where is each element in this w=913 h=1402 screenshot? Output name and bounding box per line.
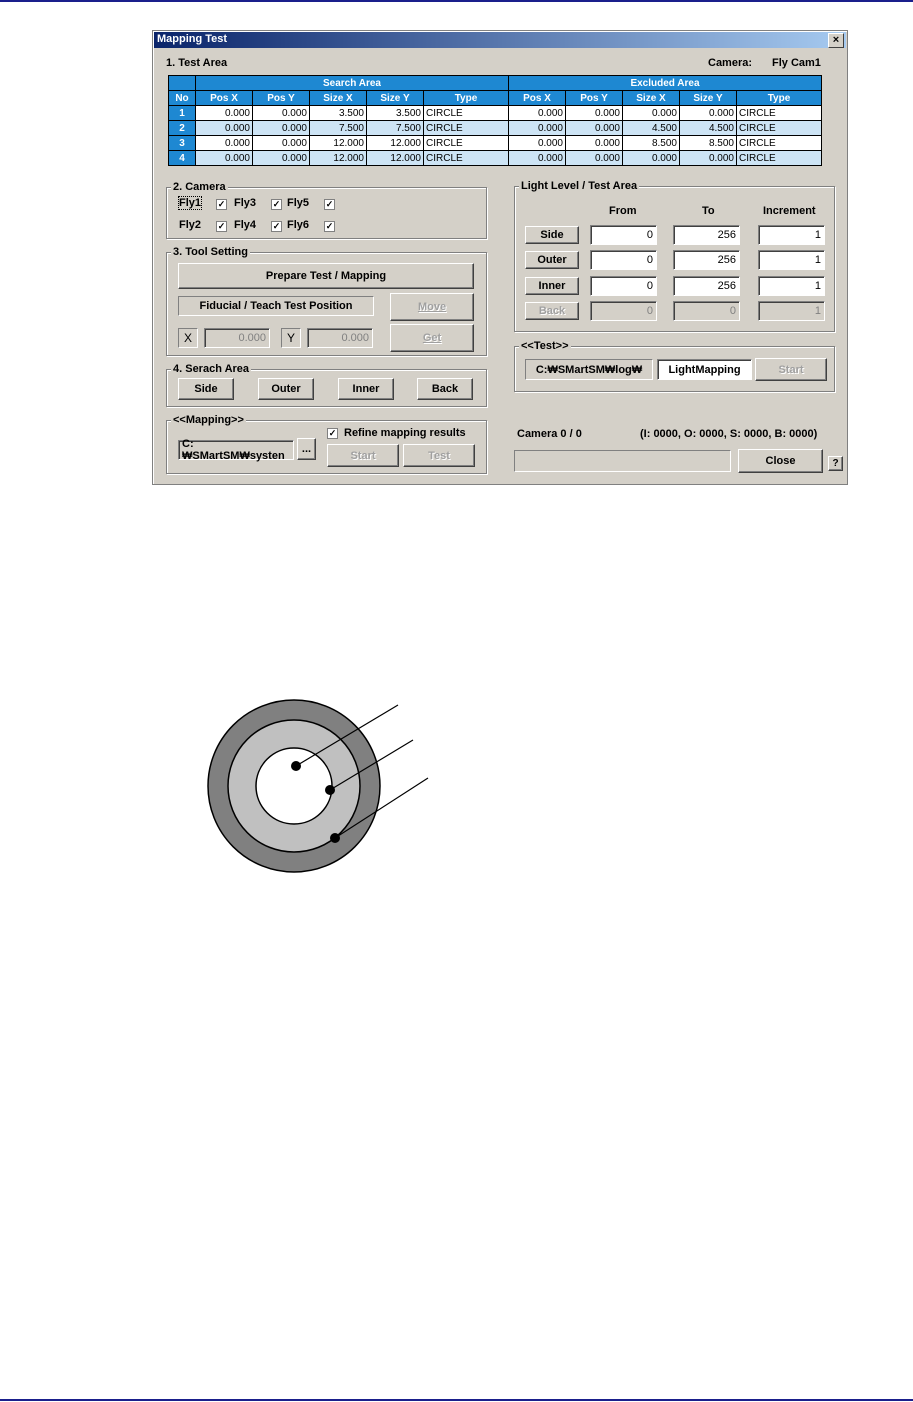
table-cell[interactable]: 0.000: [509, 136, 566, 151]
table-cell[interactable]: 0.000: [196, 106, 253, 121]
column-header: Type: [737, 91, 822, 106]
column-header: Pos X: [509, 91, 566, 106]
table-cell[interactable]: 8.500: [680, 136, 737, 151]
table-cell[interactable]: 0.000: [253, 106, 310, 121]
test-area-title: 1. Test Area: [166, 57, 228, 69]
y-position-field[interactable]: 0.000: [307, 328, 373, 348]
table-cell[interactable]: 3.500: [310, 106, 367, 121]
camera-fly1-label: Fly1: [179, 197, 202, 209]
table-cell[interactable]: CIRCLE: [737, 106, 822, 121]
camera-fly6-label: Fly6: [287, 219, 310, 231]
camera-value: Fly Cam1: [772, 57, 821, 69]
column-header: Size Y: [367, 91, 424, 106]
table-cell[interactable]: 0.000: [566, 151, 623, 166]
x-label: X: [178, 328, 198, 348]
camera-fly2-label: Fly2: [179, 219, 202, 231]
table-cell[interactable]: CIRCLE: [424, 151, 509, 166]
table-cell[interactable]: 0.000: [566, 106, 623, 121]
row-number: 1: [169, 106, 196, 121]
table-cell[interactable]: CIRCLE: [424, 106, 509, 121]
table-cell[interactable]: 3.500: [367, 106, 424, 121]
get-button[interactable]: Get: [390, 324, 474, 352]
light-side-inc-field[interactable]: 1: [758, 225, 825, 245]
search-back-button[interactable]: Back: [417, 378, 473, 400]
light-values-readout: (I: 0000, O: 0000, S: 0000, B: 0000): [640, 428, 818, 440]
camera-fly4-label: Fly4: [234, 219, 257, 231]
light-inner-inc-field[interactable]: 1: [758, 276, 825, 296]
column-header: Pos Y: [566, 91, 623, 106]
mapping-test-button[interactable]: Test: [403, 444, 475, 467]
refine-check-icon: ✓: [328, 428, 337, 438]
table-cell[interactable]: CIRCLE: [737, 121, 822, 136]
inner-circle: [256, 748, 332, 824]
table-cell[interactable]: CIRCLE: [424, 121, 509, 136]
check-icon: ✓: [217, 221, 226, 231]
inner-marker-dot: [291, 761, 301, 771]
table-cell[interactable]: 7.500: [367, 121, 424, 136]
light-back-from-field[interactable]: 0: [590, 301, 657, 321]
table-cell[interactable]: 0.000: [566, 121, 623, 136]
light-back-inc-field[interactable]: 1: [758, 301, 825, 321]
table-cell[interactable]: 12.000: [310, 151, 367, 166]
table-cell[interactable]: 0.000: [196, 136, 253, 151]
column-header: Size Y: [680, 91, 737, 106]
column-header: No: [169, 91, 196, 106]
table-cell[interactable]: 0.000: [509, 121, 566, 136]
help-icon[interactable]: ?: [828, 456, 843, 471]
test-path-label: C:₩SMartSM₩log₩: [525, 359, 653, 380]
camera-fly5-label: Fly5: [287, 197, 310, 209]
test-start-button[interactable]: Start: [755, 358, 827, 381]
table-cell[interactable]: CIRCLE: [737, 136, 822, 151]
table-cell[interactable]: 12.000: [310, 136, 367, 151]
test-title: <<Test>>: [521, 340, 569, 352]
move-button[interactable]: Move: [390, 293, 474, 321]
search-area-title: 4. Serach Area: [173, 363, 250, 375]
camera-label: Camera:: [708, 57, 753, 69]
table-cell[interactable]: 12.000: [367, 136, 424, 151]
tool-setting-title: 3. Tool Setting: [173, 246, 248, 258]
camera-fly3-label: Fly3: [234, 197, 257, 209]
row-number: 3: [169, 136, 196, 151]
light-side-button[interactable]: Side: [525, 226, 579, 244]
camera-counter: Camera 0 / 0: [517, 428, 582, 440]
table-cell[interactable]: 0.000: [680, 151, 737, 166]
camera-group-title: 2. Camera: [173, 181, 226, 193]
column-header: Pos X: [196, 91, 253, 106]
x-position-field[interactable]: 0.000: [204, 328, 270, 348]
column-header: Size X: [623, 91, 680, 106]
test-name-field[interactable]: LightMapping: [657, 359, 752, 380]
table-cell[interactable]: 7.500: [310, 121, 367, 136]
row-number: 4: [169, 151, 196, 166]
light-inner-from-field[interactable]: 0: [590, 276, 657, 296]
y-label: Y: [281, 328, 301, 348]
table-cell[interactable]: 0.000: [509, 151, 566, 166]
table-cell[interactable]: 0.000: [253, 151, 310, 166]
light-inner-button[interactable]: Inner: [525, 277, 579, 295]
table-cell[interactable]: 0.000: [566, 136, 623, 151]
mapping-title: <<Mapping>>: [173, 414, 244, 426]
table-cell[interactable]: 0.000: [196, 121, 253, 136]
table-cell[interactable]: CIRCLE: [737, 151, 822, 166]
col-to-label: To: [702, 205, 715, 217]
column-header: Type: [424, 91, 509, 106]
search-outer-button[interactable]: Outer: [258, 378, 314, 400]
excluded-area-header: Excluded Area: [509, 76, 822, 91]
light-inner-to-field[interactable]: 256: [673, 276, 740, 296]
outer-marker-dot: [330, 833, 340, 843]
table-cell[interactable]: 0.000: [623, 151, 680, 166]
table-cell[interactable]: 0.000: [253, 121, 310, 136]
light-outer-button[interactable]: Outer: [525, 251, 579, 269]
table-cell[interactable]: 4.500: [623, 121, 680, 136]
check-icon: ✓: [272, 221, 281, 231]
browse-button[interactable]: ...: [297, 438, 316, 460]
light-side-from-field[interactable]: 0: [590, 225, 657, 245]
row-number: 2: [169, 121, 196, 136]
table-cell[interactable]: 0.000: [623, 106, 680, 121]
light-back-button[interactable]: Back: [525, 302, 579, 320]
col-from-label: From: [609, 205, 637, 217]
middle-marker-dot: [325, 785, 335, 795]
column-header: Pos Y: [253, 91, 310, 106]
light-level-title: Light Level / Test Area: [521, 180, 638, 192]
search-area-header: Search Area: [196, 76, 509, 91]
table-cell[interactable]: 4.500: [680, 121, 737, 136]
col-increment-label: Increment: [763, 205, 816, 217]
mapping-start-button[interactable]: Start: [327, 444, 399, 467]
table-cell[interactable]: 12.000: [367, 151, 424, 166]
fiducial-teach-label: Fiducial / Teach Test Position: [178, 296, 374, 316]
mapping-path-field[interactable]: C:₩SMartSM₩systen: [178, 440, 294, 460]
refine-label: Refine mapping results: [344, 427, 466, 439]
search-inner-button[interactable]: Inner: [338, 378, 394, 400]
table-cell[interactable]: 0.000: [196, 151, 253, 166]
light-outer-to-field[interactable]: 256: [673, 250, 740, 270]
table-cell[interactable]: 0.000: [509, 106, 566, 121]
table-cell[interactable]: 0.000: [680, 106, 737, 121]
table-cell[interactable]: 8.500: [623, 136, 680, 151]
search-side-button[interactable]: Side: [178, 378, 234, 400]
light-back-to-field[interactable]: 0: [673, 301, 740, 321]
page-bottom-rule: [0, 1399, 913, 1401]
table-cell[interactable]: 0.000: [253, 136, 310, 151]
check-icon: ✓: [325, 199, 334, 209]
light-side-to-field[interactable]: 256: [673, 225, 740, 245]
prepare-test-button[interactable]: Prepare Test / Mapping: [178, 263, 474, 289]
column-header: Size X: [310, 91, 367, 106]
check-icon: ✓: [325, 221, 334, 231]
close-icon[interactable]: ×: [828, 33, 844, 48]
check-icon: ✓: [272, 199, 281, 209]
close-button[interactable]: Close: [738, 449, 823, 473]
dialog-title: Mapping Test: [157, 33, 228, 45]
table-cell[interactable]: CIRCLE: [424, 136, 509, 151]
light-outer-from-field[interactable]: 0: [590, 250, 657, 270]
check-icon: ✓: [217, 199, 226, 209]
light-outer-inc-field[interactable]: 1: [758, 250, 825, 270]
